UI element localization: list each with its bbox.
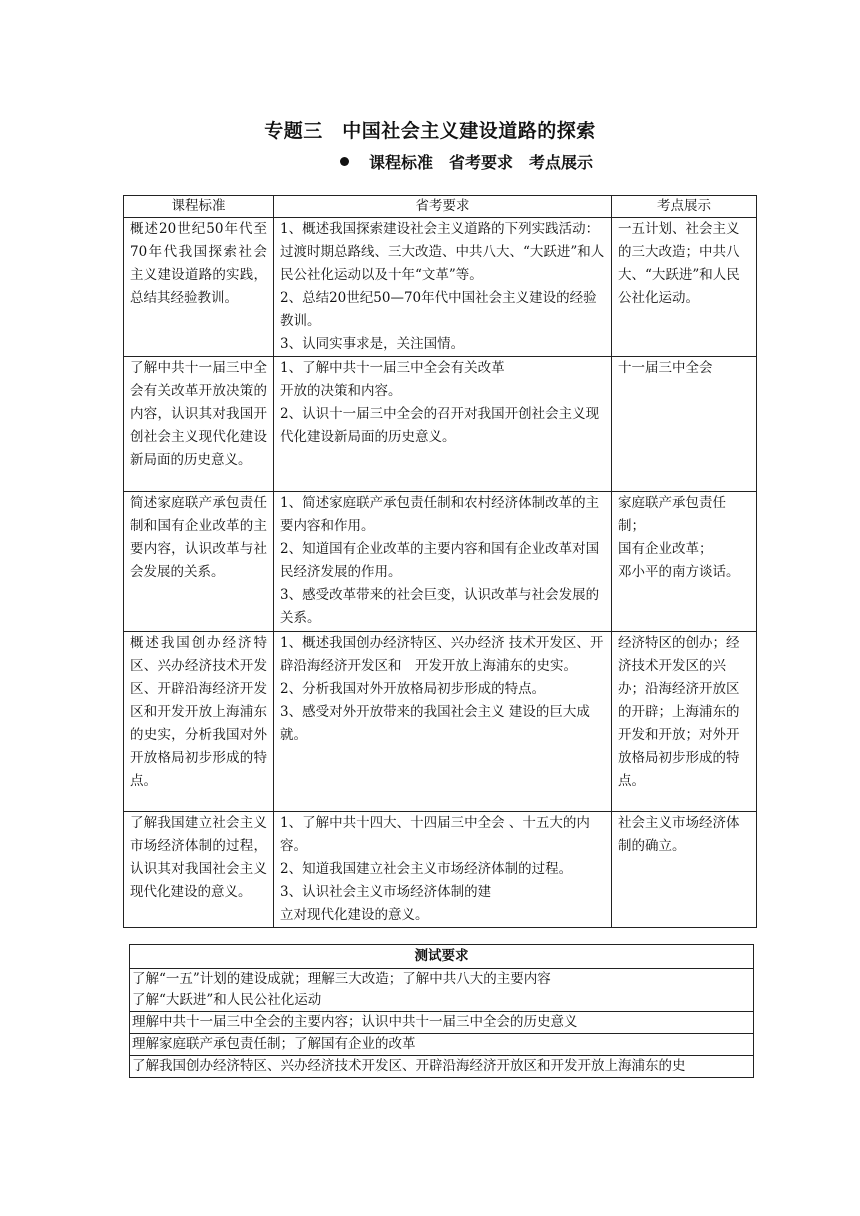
cell-text: 2、知道我国建立社会主义市场经济体制的过程。 bbox=[280, 861, 573, 877]
cell-text: 一五计划、社会主义的三大改造；中共八大、“大跃进”和人民公社化运动。 bbox=[618, 221, 740, 306]
cell-text: 1、概述我国探索建设社会主义道路的下列实践活动：过渡时期总路线、三大改造、中共八大、“大跃进”和人民公社化运动以及十年“文革”等。 bbox=[280, 221, 605, 283]
cell-text: 了解中共十一届三中全会有关改革开放决策的内容，认识其对我国开创社会主义现代化建设新局面的历史意义。 bbox=[130, 360, 267, 468]
test-text: 理解中共十一届三中全会的主要内容；认识中共十一届三中全会的历史意义 bbox=[132, 1014, 578, 1030]
cell-points bbox=[612, 632, 757, 812]
bullet-icon bbox=[340, 157, 349, 166]
table-header-row bbox=[124, 196, 757, 218]
cell-points bbox=[612, 492, 757, 632]
cell-text: 概述20世纪50年代至70年代我国探索社会主义建设道路的实践，总结其经验教训。 bbox=[130, 221, 267, 306]
cell-text: 简述家庭联产承包责任制和国有企业改革的主要内容，认识改革与社会发展的关系。 bbox=[130, 495, 267, 580]
curriculum-table bbox=[123, 195, 757, 928]
section-subtitle bbox=[340, 150, 593, 173]
cell-requirements bbox=[274, 492, 612, 632]
header-points: 考点展示 bbox=[612, 196, 757, 218]
cell-points bbox=[612, 812, 757, 928]
test-text: 了解我国创办经济特区、兴办经济技术开发区、开辟沿海经济开放区和开发开放上海浦东的史 bbox=[132, 1058, 686, 1074]
cell-standard bbox=[124, 492, 274, 632]
cell-text: 3、感受对外开放带来的我国社会主义 建设的巨大成就。 bbox=[280, 704, 590, 743]
cell-requirements bbox=[274, 218, 612, 357]
cell-text: 家庭联产承包责任制； bbox=[618, 495, 726, 534]
cell-text: 十一届三中全会 bbox=[618, 360, 713, 376]
table-row bbox=[124, 492, 757, 632]
cell-text: 1、了解中共十一届三中全会有关改革 bbox=[280, 360, 505, 376]
cell-text: 1、简述家庭联产承包责任制和农村经济体制改革的主要内容和作用。 bbox=[280, 495, 600, 534]
cell-text: 立对现代化建设的意义。 bbox=[280, 907, 429, 923]
cell-text: 2、总结20世纪50—70年代中国社会主义建设的经验教训。 bbox=[280, 290, 597, 329]
test-cell bbox=[130, 969, 754, 1012]
cell-text: 2、分析我国对外开放格局初步形成的特点。 bbox=[280, 681, 546, 697]
cell-text: 国有企业改革； bbox=[618, 541, 713, 557]
cell-text: 经济特区的创办；经济技术开发区的兴办；沿海经济开放区的开辟；上海浦东的开发和开放；对外开放格局初步形成的特点。 bbox=[618, 635, 740, 789]
cell-text: 了解我国建立社会主义市场经济体制的过程，认识其对我国社会主义现代化建设的意义。 bbox=[130, 815, 267, 900]
cell-text: 3、感受改革带来的社会巨变，认识改革与社会发展的关系。 bbox=[280, 587, 600, 626]
cell-text: 邓小平的南方谈话。 bbox=[618, 564, 740, 580]
table-row bbox=[124, 218, 757, 357]
cell-text: 概述我国创办经济特区、兴办经济技术开发区、开辟沿海经济开发区和开发开放上海浦东的史实，分析我国对外开放格局初步形成的特点。 bbox=[130, 635, 267, 789]
cell-requirements bbox=[274, 632, 612, 812]
test-header: 测试要求 bbox=[130, 945, 754, 969]
cell-standard bbox=[124, 812, 274, 928]
table-row bbox=[130, 1034, 754, 1056]
test-header-row bbox=[130, 945, 754, 969]
cell-points bbox=[612, 357, 757, 492]
table-row bbox=[124, 632, 757, 812]
cell-points bbox=[612, 218, 757, 357]
cell-standard bbox=[124, 357, 274, 492]
cell-text: 1、概述我国创办经济特区、兴办经济 技术开发区、开辟沿海经济开发区和 开发开放上海浦东的史实。 bbox=[280, 635, 604, 674]
test-cell bbox=[130, 1034, 754, 1056]
header-requirements: 省考要求 bbox=[274, 196, 612, 218]
table-row bbox=[130, 1056, 754, 1078]
cell-text: 2、认识十一届三中全会的召开对我国开创社会主义现代化建设新局面的历史意义。 bbox=[280, 406, 600, 445]
test-cell bbox=[130, 1056, 754, 1078]
cell-requirements bbox=[274, 357, 612, 492]
subtitle-text: 课程标准 省考要求 考点展示 bbox=[369, 153, 594, 172]
cell-standard bbox=[124, 218, 274, 357]
cell-text: 社会主义市场经济体制的确立。 bbox=[618, 815, 740, 854]
table-row bbox=[124, 812, 757, 928]
cell-text: 3、认同实事求是，关注国情。 bbox=[280, 336, 465, 352]
cell-text: 开放的决策和内容。 bbox=[280, 383, 402, 399]
test-text: 理解家庭联产承包责任制；了解国有企业的改革 bbox=[132, 1036, 416, 1052]
header-standard: 课程标准 bbox=[124, 196, 274, 218]
test-text: 了解“一五”计划的建设成就；理解三大改造；了解中共八大的主要内容 bbox=[132, 971, 551, 987]
table-row bbox=[124, 357, 757, 492]
test-cell bbox=[130, 1012, 754, 1034]
table-row bbox=[130, 1012, 754, 1034]
cell-standard bbox=[124, 632, 274, 812]
test-text: 了解“大跃进”和人民公社化运动 bbox=[132, 992, 322, 1008]
page-title: 专题三 中国社会主义建设道路的探索 bbox=[264, 120, 596, 142]
test-requirements-table bbox=[129, 944, 754, 1078]
cell-text: 2、知道国有企业改革的主要内容和国有企业改革对国民经济发展的作用。 bbox=[280, 541, 600, 580]
cell-text: 3、认识社会主义市场经济体制的建 bbox=[280, 884, 492, 900]
table-row bbox=[130, 969, 754, 1012]
cell-requirements bbox=[274, 812, 612, 928]
cell-text: 1、了解中共十四大、十四届三中全会 、十五大的内容。 bbox=[280, 815, 590, 854]
